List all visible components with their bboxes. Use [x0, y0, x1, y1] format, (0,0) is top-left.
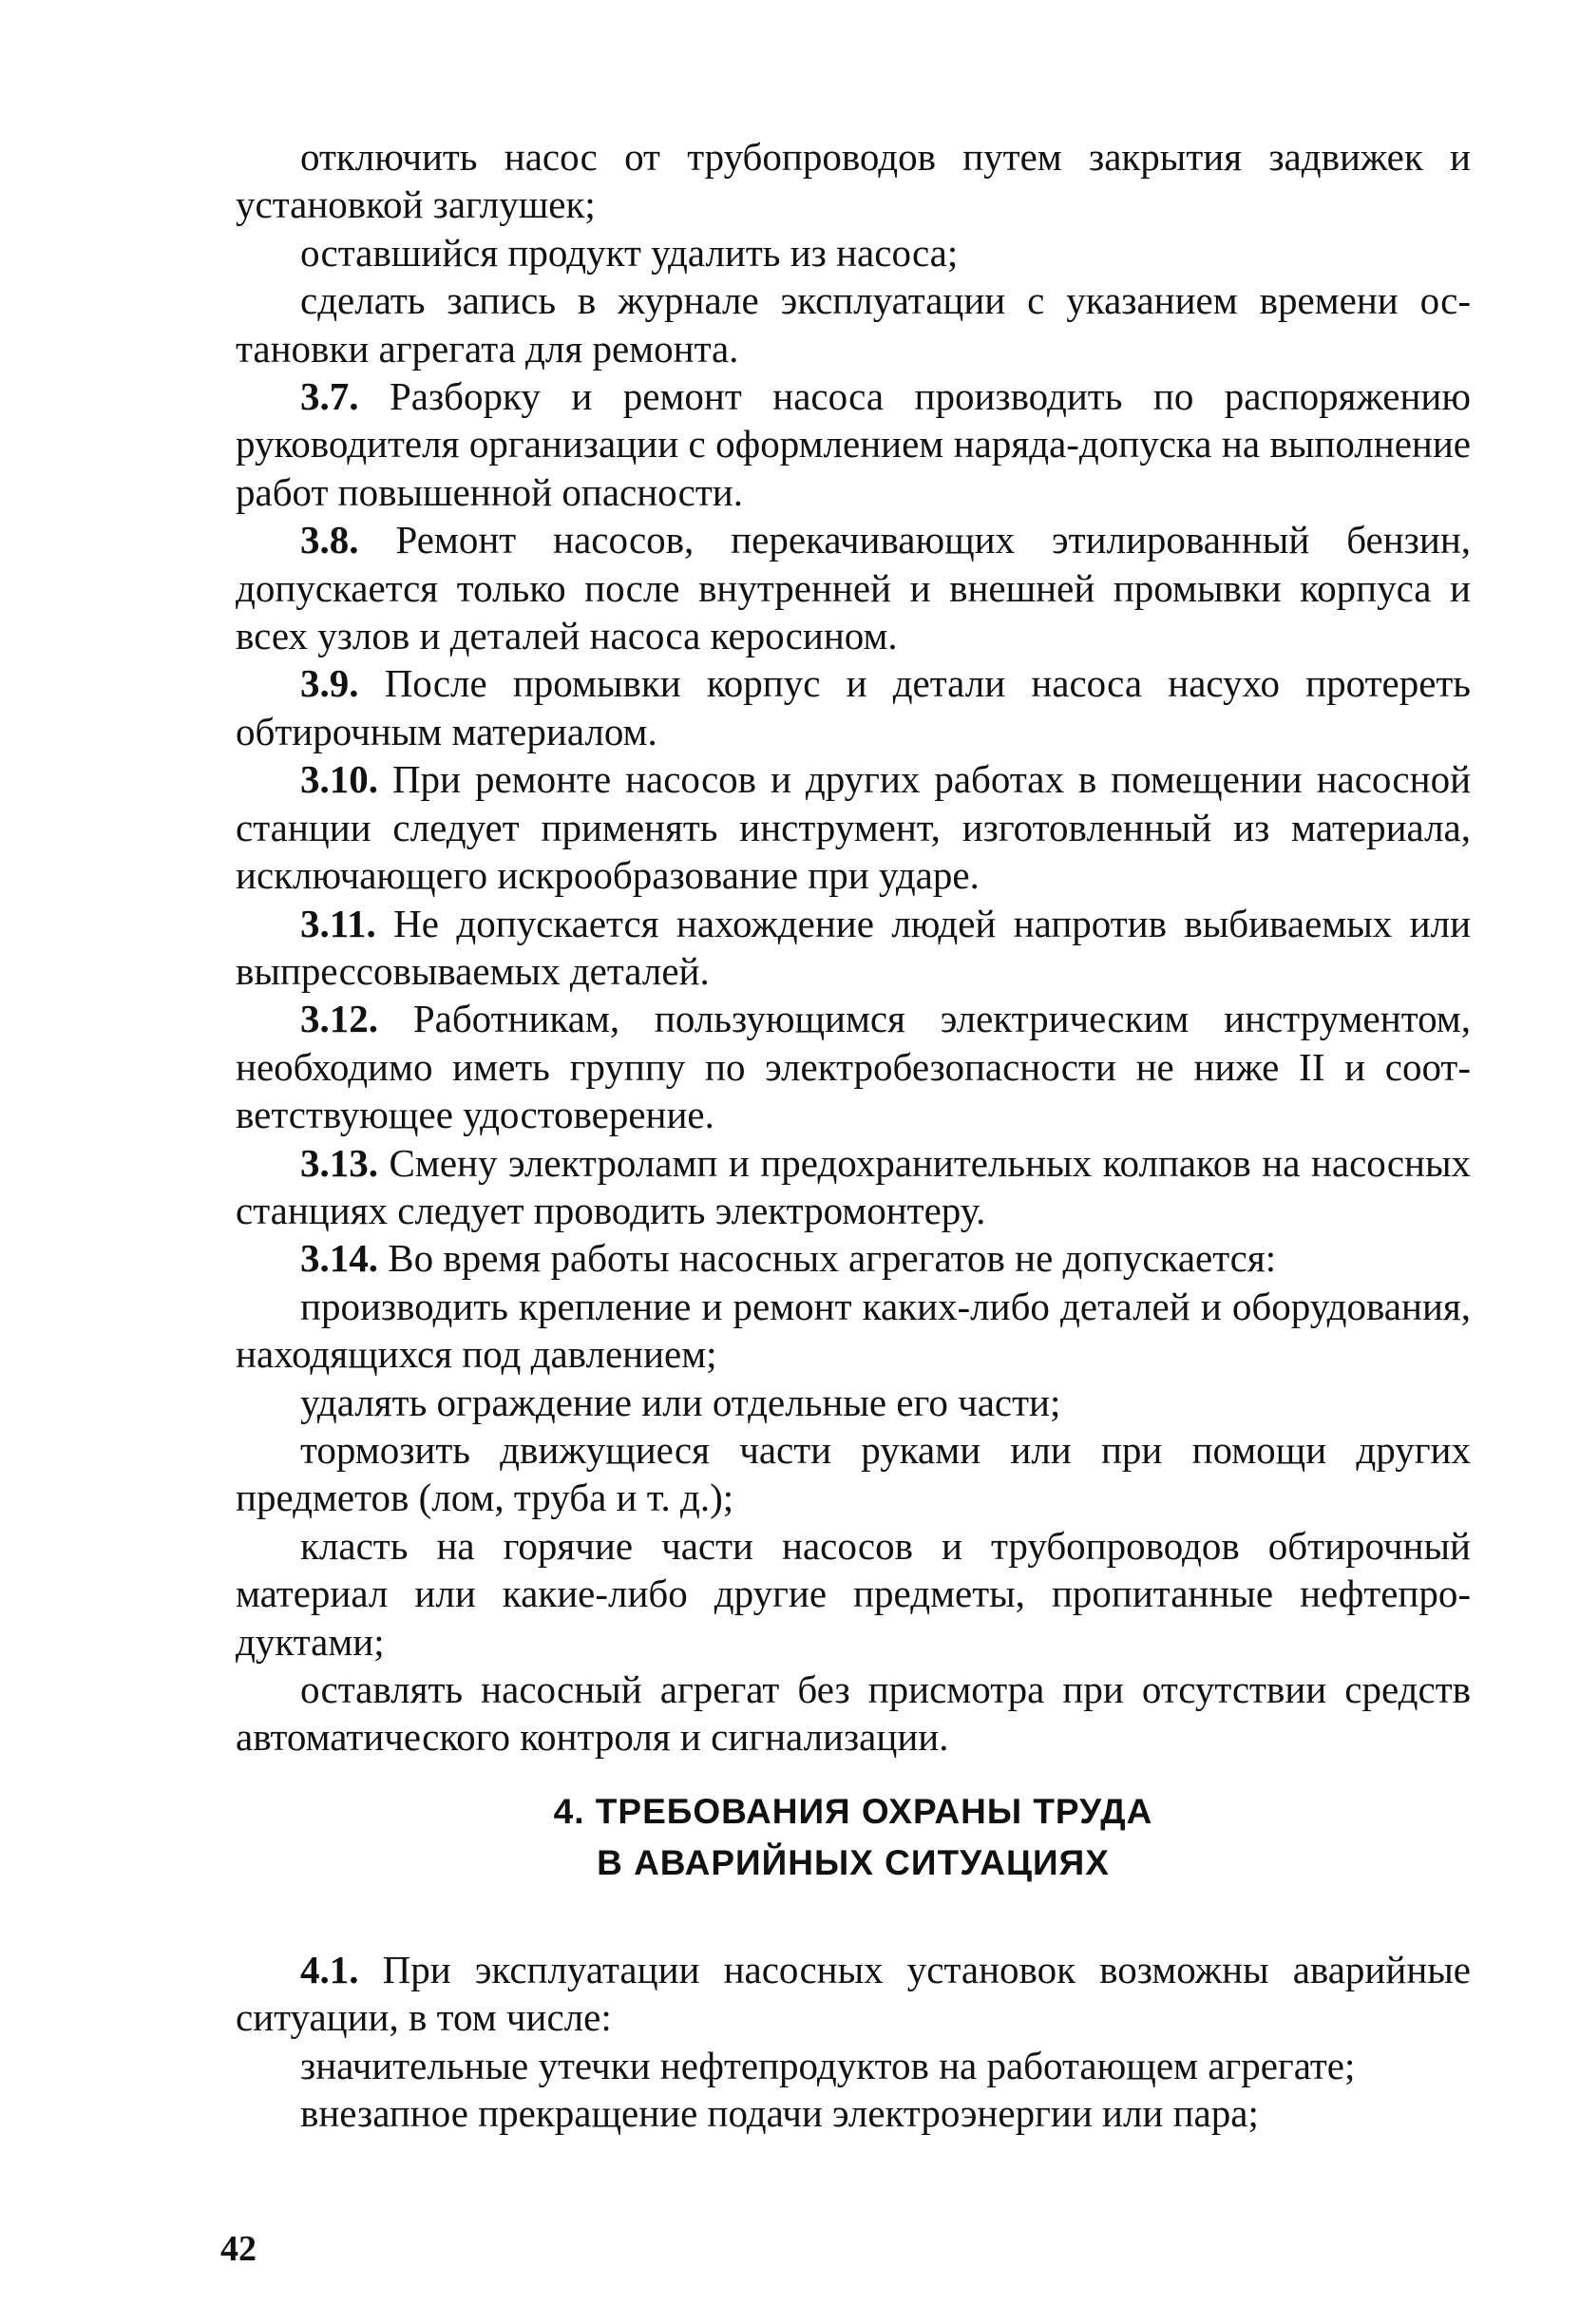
- paragraph: [236, 1666, 1471, 1762]
- paragraph-number: 3.14.: [300, 1236, 378, 1281]
- paragraph-text: тормозить движущиеся части руками или при помощи других предметов (лом, труба и т. д.);: [236, 1427, 1471, 1520]
- paragraph-number: 3.10.: [300, 757, 378, 802]
- paragraph-text: Во время работы насосных агрегатов не допускается:: [388, 1236, 1277, 1281]
- paragraph-text: Не допускается нахождение людей напротив выбиваемых или выпрессовываемых деталей.: [236, 901, 1472, 993]
- paragraph-text: При эксплуатации насосных установок возможны аварийные ситуации, в том числе:: [236, 1948, 1471, 2040]
- section-title-line: 4. ТРЕБОВАНИЯ ОХРАНЫ ТРУДА: [553, 1792, 1153, 1831]
- paragraph-text: Смену электроламп и предохранительных колпаков на насосных станциях следует проводить электромонтеру.: [236, 1140, 1472, 1232]
- paragraph-text: При ремонте насосов и других работах в помещении насосной станции следует применять инструмент, изготовленный из материала, исключающего искрообразование при ударе.: [236, 757, 1472, 898]
- paragraph-3-9: [236, 659, 1471, 755]
- page-number: 42: [220, 2229, 257, 2269]
- paragraph-3-7: [236, 372, 1471, 516]
- paragraph-number: 3.13.: [300, 1140, 378, 1185]
- section-4-title: [236, 1786, 1471, 1889]
- paragraph: [236, 2042, 1471, 2089]
- paragraph-text: внезапное прекращение подачи электроэнергии или пара;: [300, 2091, 1259, 2136]
- paragraph: [236, 1379, 1471, 1426]
- paragraph-number: 3.8.: [300, 518, 359, 562]
- paragraph-4-1: [236, 1946, 1471, 2042]
- paragraph-text: Работникам, пользующимся электрическим инструментом, необходимо иметь группу по электробезопасности не ниже II и соответствующее удостоверение.: [236, 997, 1471, 1137]
- paragraph-number: 3.12.: [300, 997, 378, 1041]
- paragraph-number: 3.11.: [300, 901, 376, 945]
- paragraph: [236, 1522, 1471, 1666]
- paragraph-text: значительные утечки нефтепродуктов на работающем агрегате;: [300, 2043, 1356, 2087]
- paragraph: [236, 1283, 1471, 1379]
- paragraph-3-10: [236, 755, 1471, 899]
- paragraph-text: удалять ограждение или отдельные его части;: [300, 1380, 1061, 1424]
- paragraph-3-12: [236, 995, 1471, 1138]
- paragraph-text: класть на горячие части насосов и трубопроводов обтирочный материал или какие-либо другие предметы, пропитанные нефтепродуктами;: [236, 1523, 1471, 1664]
- paragraph-number: 4.1.: [300, 1948, 359, 1991]
- section-title-line: В АВАРИЙНЫХ СИТУАЦИЯХ: [597, 1843, 1110, 1882]
- paragraph-text: производить крепление и ремонт каких-либо деталей и оборудования, находящихся под давлением;: [236, 1284, 1471, 1377]
- paragraph: [236, 1426, 1471, 1522]
- section-3-text: [236, 133, 1471, 1762]
- paragraph-text: сделать запись в журнале эксплуатации с указанием времени остановки агрегата для ремонта.: [236, 278, 1471, 371]
- section-4-text: [236, 1946, 1471, 2138]
- paragraph-text: оставшийся продукт удалить из насоса;: [300, 230, 959, 275]
- paragraph-number: 3.9.: [300, 661, 359, 706]
- paragraph-text: После промывки корпус и детали насоса насухо протереть обтирочным материалом.: [236, 661, 1472, 753]
- paragraph-text: Ремонт насосов, перекачивающих этилированный бензин, допускается только после внутренней и внешней промывки корпуса и всех узлов и деталей насоса керосином.: [236, 518, 1472, 658]
- paragraph: [236, 133, 1471, 229]
- paragraph: [236, 2089, 1471, 2137]
- paragraph-3-8: [236, 516, 1471, 659]
- paragraph-text: отключить насос от трубопроводов путем закрытия задвижек и установкой заглушек;: [236, 135, 1471, 227]
- paragraph-number: 3.7.: [300, 374, 359, 419]
- paragraph-3-14: [236, 1234, 1471, 1282]
- paragraph: [236, 276, 1471, 372]
- paragraph: [236, 229, 1471, 276]
- paragraph-3-11: [236, 900, 1471, 996]
- paragraph-3-13: [236, 1139, 1471, 1235]
- paragraph-text: оставлять насосный агрегат без присмотра при отсутствии средств автоматического контроля и сигнализации.: [236, 1667, 1471, 1760]
- paragraph-text: Разборку и ремонт насоса производить по распоряжению руководителя организации с оформлением наряда-допуска на выполнение работ повышенной опасности.: [236, 374, 1471, 514]
